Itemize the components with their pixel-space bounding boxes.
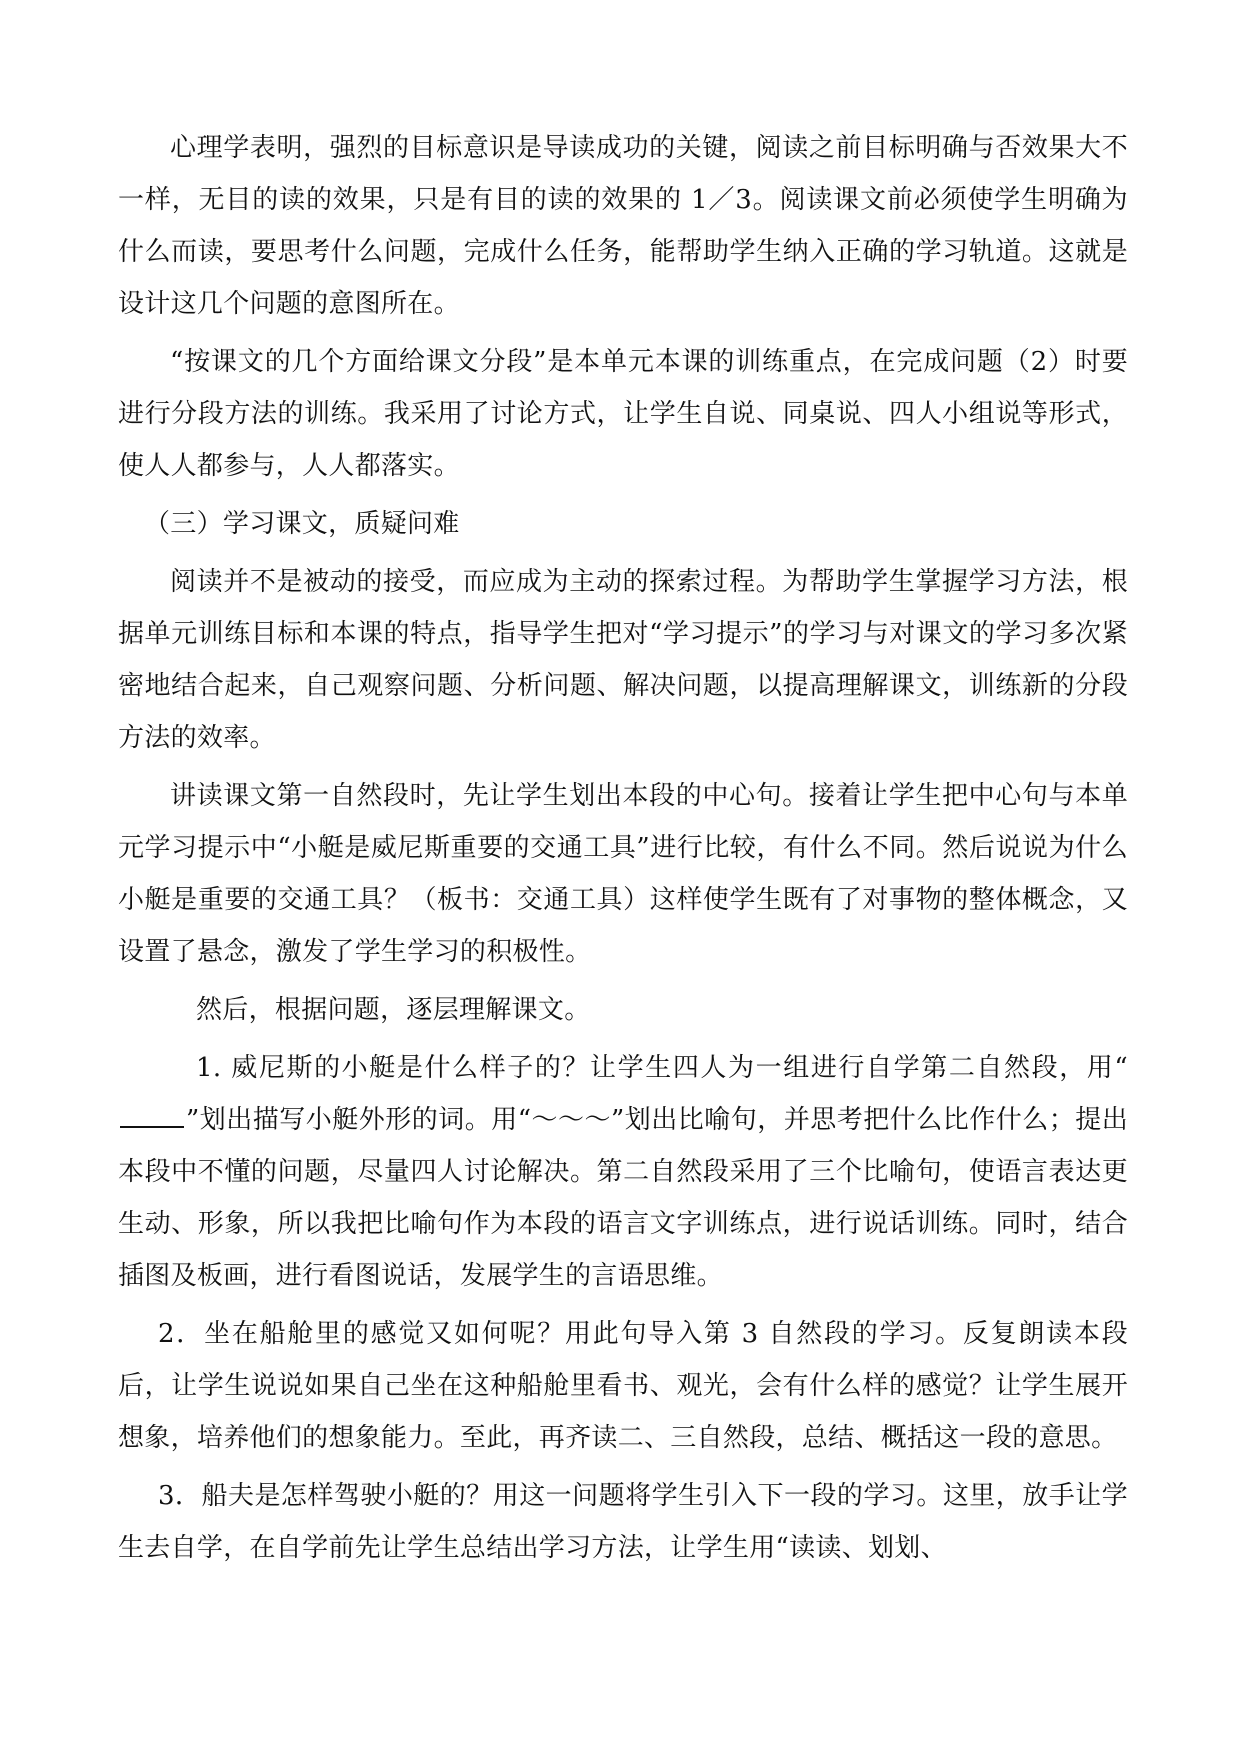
- document-page: [118, 122, 1128, 1580]
- paragraph-segmentation-training: “按课文的几个方面给课文分段”是本单元本课的训练重点，在完成问题（2）时要进行分段方法的训练。我采用了讨论方式，让学生自说、同桌说、四人小组说等形式，使人人都参与，人人都落实。: [118, 347, 1128, 481]
- underline-symbol: [120, 1104, 184, 1128]
- paragraph-then: 然后，根据问题，逐层理解课文。: [196, 995, 591, 1025]
- section-heading: （三）学习课文，质疑问难: [144, 509, 460, 539]
- paragraph-active-reading: 阅读并不是被动的接受，而应成为主动的探索过程。为帮助学生掌握学习方法，根据单元训练目标和本课的特点，指导学生把对“学习提示”的学习与对课文的学习多次紧密地结合起来，自己观察问题、分析问题、解决问题，以提高理解课文，训练新的分段方法的效率。: [118, 567, 1128, 753]
- list-item-1-prefix: 1. 威尼斯的小艇是什么样子的？让学生四人为一组进行自学第二自然段，用“: [196, 1053, 1128, 1083]
- paragraph-first-section: 讲读课文第一自然段时，先让学生划出本段的中心句。接着让学生把中心句与本单元学习提示中“小艇是威尼斯重要的交通工具”进行比较，有什么不同。然后说说为什么小艇是重要的交通工具？（板书：交通工具）这样使学生既有了对事物的整体概念，又设置了悬念，激发了学生学习的积极性。: [118, 781, 1128, 967]
- paragraph-goal-awareness: 心理学表明，强烈的目标意识是导读成功的关键，阅读之前目标明确与否效果大不一样，无目的读的效果，只是有目的读的效果的 1／3。阅读课文前必须使学生明确为什么而读，要思考什么问题，完成什么任务，能帮助学生纳入正确的学习轨道。这就是设计这几个问题的意图所在。: [118, 133, 1128, 319]
- list-item-1-text: ”划出描写小艇外形的词。用“～～～”划出比喻句，并思考把什么比作什么；提出本段中不懂的问题，尽量四人讨论解决。第二自然段采用了三个比喻句，使语言表达更生动、形象，所以我把比喻句作为本段的语言文字训练点，进行说话训练。同时，结合插图及板画，进行看图说话，发展学生的言语思维。: [118, 1105, 1128, 1291]
- list-item-2: 2．坐在船舱里的感觉又如何呢？用此句导入第 3 自然段的学习。反复朗读本段后，让学生说说如果自己坐在这种船舱里看书、观光，会有什么样的感觉？让学生展开想象，培养他们的想象能力。至此，再齐读二、三自然段，总结、概括这一段的意思。: [118, 1319, 1128, 1453]
- list-item-1: [118, 1042, 1128, 1302]
- list-item-3: 3．船夫是怎样驾驶小艇的？用这一问题将学生引入下一段的学习。这里，放手让学生去自学，在自学前先让学生总结出学习方法，让学生用“读读、划划、: [118, 1481, 1128, 1563]
